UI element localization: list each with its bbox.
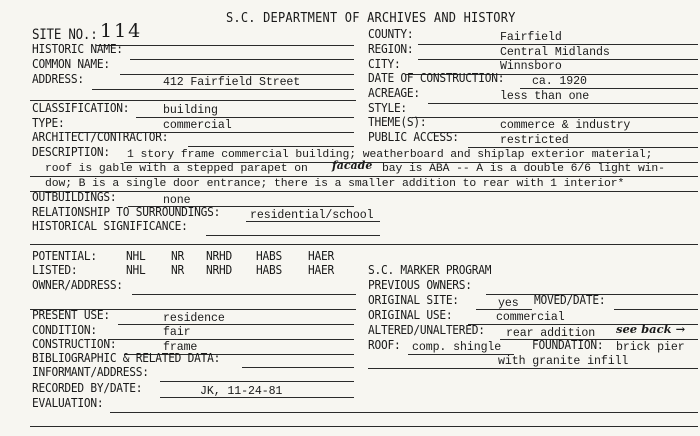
- listed-label: LISTED:: [32, 262, 78, 278]
- previous-owners-label: PREVIOUS OWNERS:: [368, 277, 472, 293]
- evaluation-underline: [110, 412, 698, 413]
- historical-significance-underline: [206, 235, 380, 236]
- common-name-underline: [120, 74, 354, 75]
- construction-label: CONSTRUCTION:: [32, 336, 117, 352]
- address-label: ADDRESS:: [32, 71, 84, 87]
- informant-underline: [160, 381, 354, 382]
- description-line-1: 1 story frame commercial building; weatherboard and shiplap exterior material;: [127, 149, 653, 161]
- potential-label: POTENTIAL:: [32, 248, 97, 264]
- site-no-value: 114: [100, 20, 143, 42]
- foundation-value: brick pier: [616, 341, 685, 354]
- site-no-label: SITE NO.:: [32, 25, 98, 43]
- potential-nr: NR: [171, 248, 184, 264]
- original-use-label: ORIGINAL USE:: [368, 307, 453, 323]
- address-value: 412 Fairfield Street: [163, 76, 301, 89]
- present-use-underline: [118, 324, 354, 325]
- potential-nrhd: NRHD: [206, 248, 232, 264]
- condition-label: CONDITION:: [32, 322, 97, 338]
- potential-habs: HABS: [256, 248, 282, 264]
- themes-underline: [432, 132, 698, 133]
- themes-label: THEME(S):: [368, 114, 427, 130]
- address-underline: [92, 89, 354, 90]
- marker-program-heading: S.C. MARKER PROGRAM: [368, 262, 492, 278]
- moved-date-label: MOVED/DATE:: [534, 292, 606, 308]
- bibliographic-label: BIBLIOGRAPHIC & RELATED DATA:: [32, 350, 221, 366]
- recorded-by-value: JK, 11-24-81: [200, 385, 283, 398]
- county-label: COUNTY:: [368, 26, 414, 42]
- informant-label: INFORMANT/ADDRESS:: [32, 364, 149, 380]
- condition-value: fair: [163, 326, 191, 339]
- type-label: TYPE:: [32, 115, 65, 131]
- description-underline-2: [30, 176, 698, 177]
- outbuildings-value: none: [163, 194, 191, 207]
- acreage-underline: [428, 103, 698, 104]
- condition-underline: [108, 339, 354, 340]
- classification-value: building: [163, 104, 218, 117]
- county-underline: [418, 44, 698, 45]
- public-access-value: restricted: [500, 134, 569, 147]
- style-underline: [412, 117, 698, 118]
- altered-handwritten-note: see back →: [616, 322, 686, 336]
- county-value: Fairfield: [500, 31, 562, 44]
- public-access-label: PUBLIC ACCESS:: [368, 129, 459, 145]
- description-line-2a: roof is gable with a stepped parapet on: [45, 163, 308, 175]
- acreage-label: ACREAGE:: [368, 85, 420, 101]
- original-site-label: ORIGINAL SITE:: [368, 292, 459, 308]
- owner-address-label: OWNER/ADDRESS:: [32, 277, 123, 293]
- public-access-underline: [468, 147, 698, 148]
- date-of-construction-value: ca. 1920: [532, 75, 587, 88]
- description-section-rule: [30, 244, 698, 245]
- owner-address-underline: [132, 294, 356, 295]
- foundation-value-2: with granite infill: [498, 355, 629, 368]
- date-of-construction-label: DATE OF CONSTRUCTION:: [368, 70, 505, 86]
- present-use-value: residence: [163, 312, 225, 325]
- outbuildings-label: OUTBUILDINGS:: [32, 189, 117, 205]
- city-value: Winnsboro: [500, 60, 562, 73]
- historic-name-label: HISTORIC NAME:: [32, 41, 123, 57]
- type-value: commercial: [163, 119, 232, 132]
- region-value: Central Midlands: [500, 46, 610, 59]
- original-site-value: yes: [498, 297, 519, 310]
- foundation-underline: [368, 368, 698, 369]
- date-of-construction-underline: [520, 88, 698, 89]
- construction-value: frame: [163, 341, 198, 354]
- listed-nhl: NHL: [126, 262, 146, 278]
- themes-value: commerce & industry: [500, 119, 631, 132]
- historical-significance-label: HISTORICAL SIGNIFICANCE:: [32, 218, 188, 234]
- roof-value: comp. shingle: [412, 341, 502, 354]
- listed-haer: HAER: [308, 262, 334, 278]
- common-name-label: COMMON NAME:: [32, 56, 110, 72]
- original-site-underline: [476, 309, 532, 310]
- evaluation-label: EVALUATION:: [32, 395, 104, 411]
- evaluation-underline-2: [30, 426, 698, 427]
- acreage-value: less than one: [500, 90, 590, 103]
- potential-haer: HAER: [308, 248, 334, 264]
- style-label: STYLE:: [368, 100, 407, 116]
- architect-underline: [188, 146, 354, 147]
- description-underline-3: [30, 191, 698, 192]
- bibliographic-underline: [242, 367, 354, 368]
- moved-date-underline: [614, 309, 698, 310]
- region-label: REGION:: [368, 41, 414, 57]
- original-use-value: commercial: [496, 311, 565, 324]
- present-use-label: PRESENT USE:: [32, 307, 110, 323]
- relationship-underline: [246, 221, 380, 222]
- listed-habs: HABS: [256, 262, 282, 278]
- listed-nrhd: NRHD: [206, 262, 232, 278]
- foundation-label: FOUNDATION:: [532, 337, 604, 353]
- classification-label: CLASSIFICATION:: [32, 100, 130, 116]
- relationship-label: RELATIONSHIP TO SURROUNDINGS:: [32, 204, 221, 220]
- description-line-3: dow; B is a single door entrance; there is a smaller addition to rear with 1 interior*: [45, 178, 625, 190]
- city-label: CITY:: [368, 56, 401, 72]
- description-line-2b: bay is ABA -- A is a double 6/6 light win-: [382, 163, 665, 175]
- recorded-by-label: RECORDED BY/DATE:: [32, 380, 143, 396]
- form-header: S.C. DEPARTMENT OF ARCHIVES AND HISTORY: [226, 9, 516, 26]
- description-label: DESCRIPTION:: [32, 144, 110, 160]
- altered-label: ALTERED/UNALTERED:: [368, 322, 485, 338]
- altered-value: rear addition: [506, 327, 596, 340]
- roof-label: ROOF:: [368, 337, 401, 353]
- site-no-underline: [96, 45, 354, 46]
- recorded-by-underline: [160, 397, 354, 398]
- description-handwritten-insert: facade: [332, 159, 373, 172]
- architect-label: ARCHITECT/CONTRACTOR:: [32, 129, 169, 145]
- relationship-value: residential/school: [250, 209, 374, 222]
- classification-underline: [136, 117, 354, 118]
- historic-name-underline: [130, 59, 354, 60]
- listed-nr: NR: [171, 262, 184, 278]
- potential-nhl: NHL: [126, 248, 146, 264]
